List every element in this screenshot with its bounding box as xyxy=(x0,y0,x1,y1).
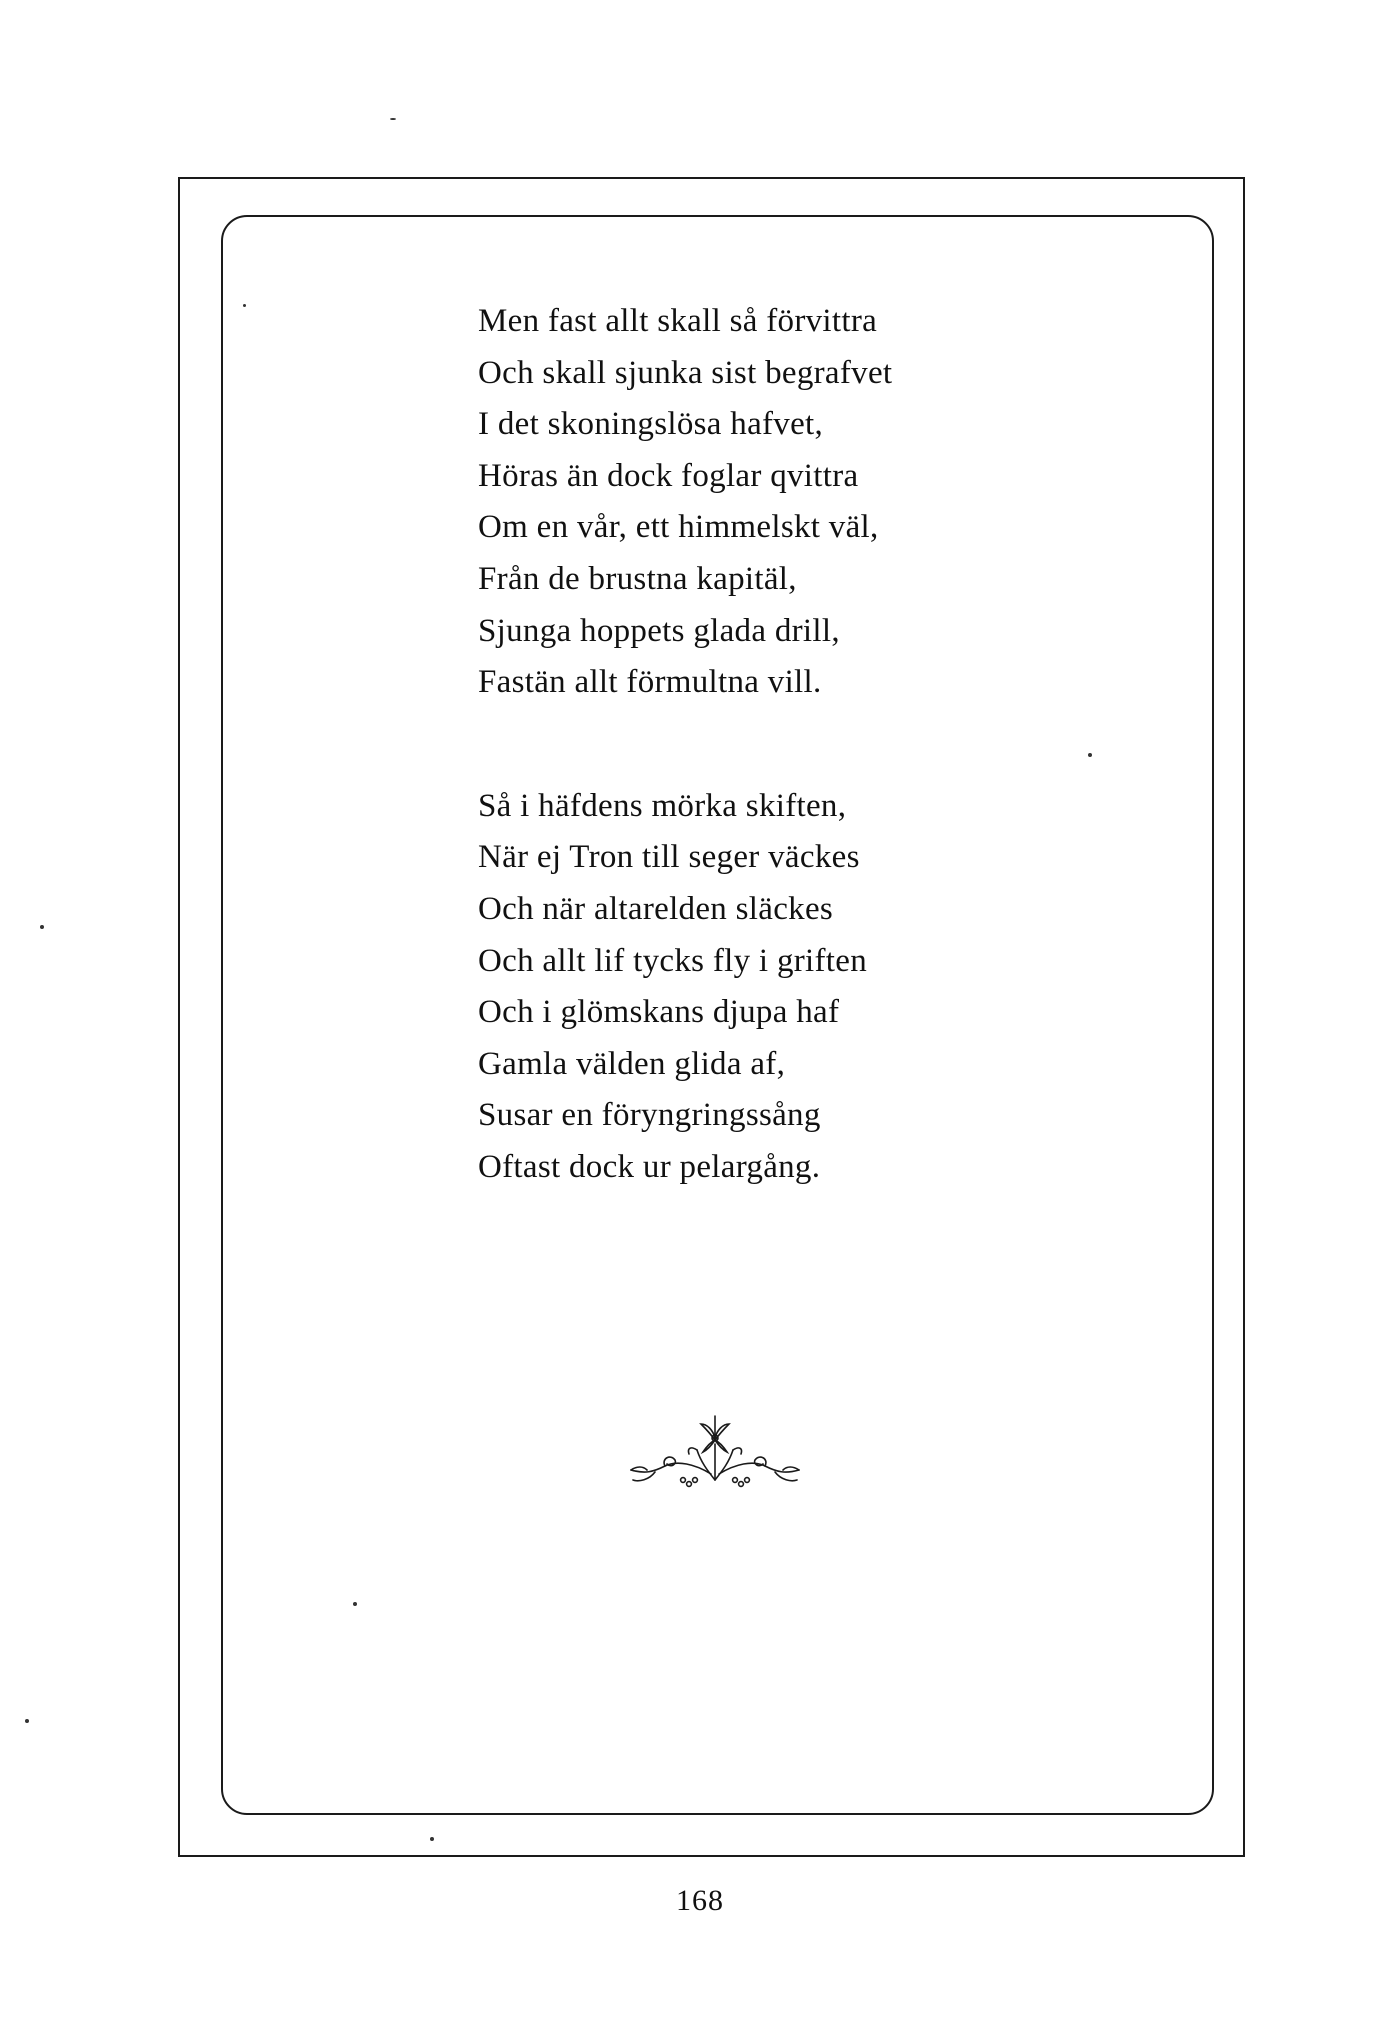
scan-speck xyxy=(25,1719,29,1723)
poem-line: Så i häfdens mörka skiften, xyxy=(478,787,847,824)
poem-line: Från de brustna kapitäl, xyxy=(478,560,797,597)
poem-text xyxy=(478,296,1098,1266)
scan-speck xyxy=(430,1837,434,1841)
poem-line: Och skall sjunka sist begrafvet xyxy=(478,354,893,391)
poem-line: Och när altarelden släckes xyxy=(478,890,834,927)
poem-line: Oftast dock ur pelargång. xyxy=(478,1148,821,1185)
poem-line: Susar en föryngringssång xyxy=(478,1097,821,1134)
stanza-1 xyxy=(478,296,1098,709)
poem-line: När ej Tron till seger väckes xyxy=(478,839,860,876)
poem-line: Och i glömskans djupa haf xyxy=(478,994,840,1031)
poem-line: I det skoningslösa hafvet, xyxy=(478,406,824,443)
poem-line: Gamla välden glida af, xyxy=(478,1045,786,1082)
scan-speck xyxy=(40,925,44,929)
poem-line: Om en vår, ett himmelskt väl, xyxy=(478,509,879,546)
poem-line: Sjunga hoppets glada drill, xyxy=(478,612,840,649)
scan-speck xyxy=(243,304,246,307)
stanza-2 xyxy=(478,781,1098,1194)
scan-speck xyxy=(353,1602,357,1606)
scan-speck xyxy=(1088,753,1092,757)
poem-line: Men fast allt skall så förvittra xyxy=(478,303,878,339)
poem-line: Höras än dock foglar qvittra xyxy=(478,457,859,494)
poem-line: Och allt lif tycks fly i griften xyxy=(478,942,868,979)
floral-vignette-icon xyxy=(625,1410,805,1510)
scan-speck xyxy=(390,118,396,120)
poem-line: Fastän allt förmultna vill. xyxy=(478,664,822,701)
page-number: 168 xyxy=(676,1884,724,1917)
